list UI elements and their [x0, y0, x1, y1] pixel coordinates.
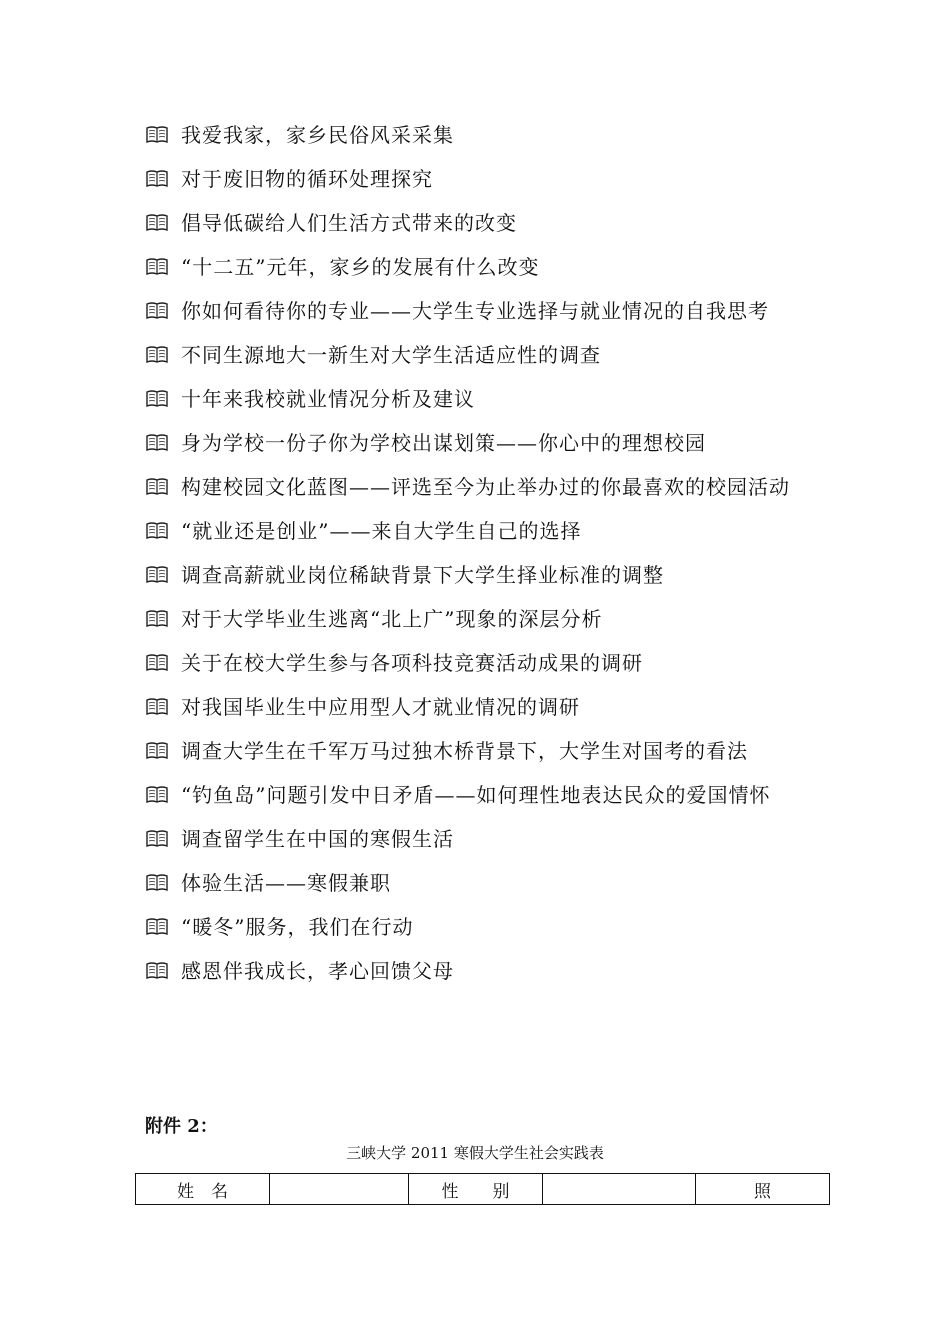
- open-book-icon: [145, 609, 169, 629]
- gender-label-cell: 性 别: [409, 1174, 543, 1205]
- topic-text: 十年来我校就业情况分析及建议: [181, 387, 475, 411]
- open-book-icon: [145, 961, 169, 981]
- topic-text: 对于大学毕业生逃离“北上广”现象的深层分析: [181, 607, 603, 631]
- topic-text: “就业还是创业”——来自大学生自己的选择: [181, 519, 582, 543]
- topic-text: 对我国毕业生中应用型人才就业情况的调研: [181, 695, 580, 719]
- open-book-icon: [145, 213, 169, 233]
- name-input-cell[interactable]: [270, 1174, 409, 1205]
- topic-item: [145, 553, 845, 597]
- topic-item: [145, 289, 845, 333]
- topic-text: 你如何看待你的专业——大学生专业选择与就业情况的自我思考: [181, 299, 769, 323]
- open-book-icon: [145, 477, 169, 497]
- practice-form-table: [135, 1173, 830, 1205]
- topic-text: “暖冬”服务，我们在行动: [181, 915, 414, 939]
- topic-item: [145, 201, 845, 245]
- topic-item: [145, 685, 845, 729]
- topic-item: [145, 773, 845, 817]
- open-book-icon: [145, 433, 169, 453]
- open-book-icon: [145, 697, 169, 717]
- topic-item: [145, 641, 845, 685]
- topic-text: 调查高薪就业岗位稀缺背景下大学生择业标准的调整: [181, 563, 664, 587]
- topic-text: 身为学校一份子你为学校出谋划策——你心中的理想校园: [181, 431, 706, 455]
- topic-item: [145, 377, 845, 421]
- open-book-icon: [145, 917, 169, 937]
- open-book-icon: [145, 741, 169, 761]
- topic-text: “十二五”元年，家乡的发展有什么改变: [181, 255, 540, 279]
- topic-text: “钓鱼岛”问题引发中日矛盾——如何理性地表达民众的爱国情怀: [181, 783, 771, 807]
- topic-text: 调查大学生在千军万马过独木桥背景下，大学生对国考的看法: [181, 739, 748, 763]
- topic-item: [145, 905, 845, 949]
- open-book-icon: [145, 169, 169, 189]
- topic-item: [145, 113, 845, 157]
- topic-text: 不同生源地大一新生对大学生活适应性的调查: [181, 343, 601, 367]
- open-book-icon: [145, 785, 169, 805]
- topic-item: [145, 421, 845, 465]
- topic-item: [145, 861, 845, 905]
- topic-item: [145, 597, 845, 641]
- table-title: 三峡大学 2011 寒假大学生社会实践表: [346, 1144, 604, 1162]
- topic-list: [145, 113, 845, 993]
- open-book-icon: [145, 301, 169, 321]
- topic-text: 我爱我家，家乡民俗风采采集: [181, 123, 454, 147]
- topic-item: [145, 465, 845, 509]
- gender-input-cell[interactable]: [543, 1174, 696, 1205]
- topic-item: [145, 245, 845, 289]
- attachment-label: 附件 2：: [145, 1116, 218, 1137]
- open-book-icon: [145, 565, 169, 585]
- open-book-icon: [145, 125, 169, 145]
- open-book-icon: [145, 345, 169, 365]
- open-book-icon: [145, 257, 169, 277]
- name-label-cell: 姓 名: [136, 1174, 270, 1205]
- open-book-icon: [145, 521, 169, 541]
- open-book-icon: [145, 389, 169, 409]
- topic-item: [145, 157, 845, 201]
- topic-item: [145, 333, 845, 377]
- topic-item: [145, 729, 845, 773]
- topic-item: [145, 949, 845, 993]
- topic-text: 对于废旧物的循环处理探究: [181, 167, 433, 191]
- table-row: [136, 1174, 830, 1205]
- topic-text: 倡导低碳给人们生活方式带来的改变: [181, 211, 517, 235]
- open-book-icon: [145, 653, 169, 673]
- topic-text: 关于在校大学生参与各项科技竞赛活动成果的调研: [181, 651, 643, 675]
- topic-item: [145, 817, 845, 861]
- topic-text: 感恩伴我成长，孝心回馈父母: [181, 959, 454, 983]
- topic-text: 构建校园文化蓝图——评选至今为止举办过的你最喜欢的校园活动: [181, 475, 790, 499]
- photo-cell: 照: [696, 1174, 830, 1205]
- topic-item: [145, 509, 845, 553]
- topic-text: 体验生活——寒假兼职: [181, 871, 391, 895]
- open-book-icon: [145, 873, 169, 893]
- open-book-icon: [145, 829, 169, 849]
- topic-text: 调查留学生在中国的寒假生活: [181, 827, 454, 851]
